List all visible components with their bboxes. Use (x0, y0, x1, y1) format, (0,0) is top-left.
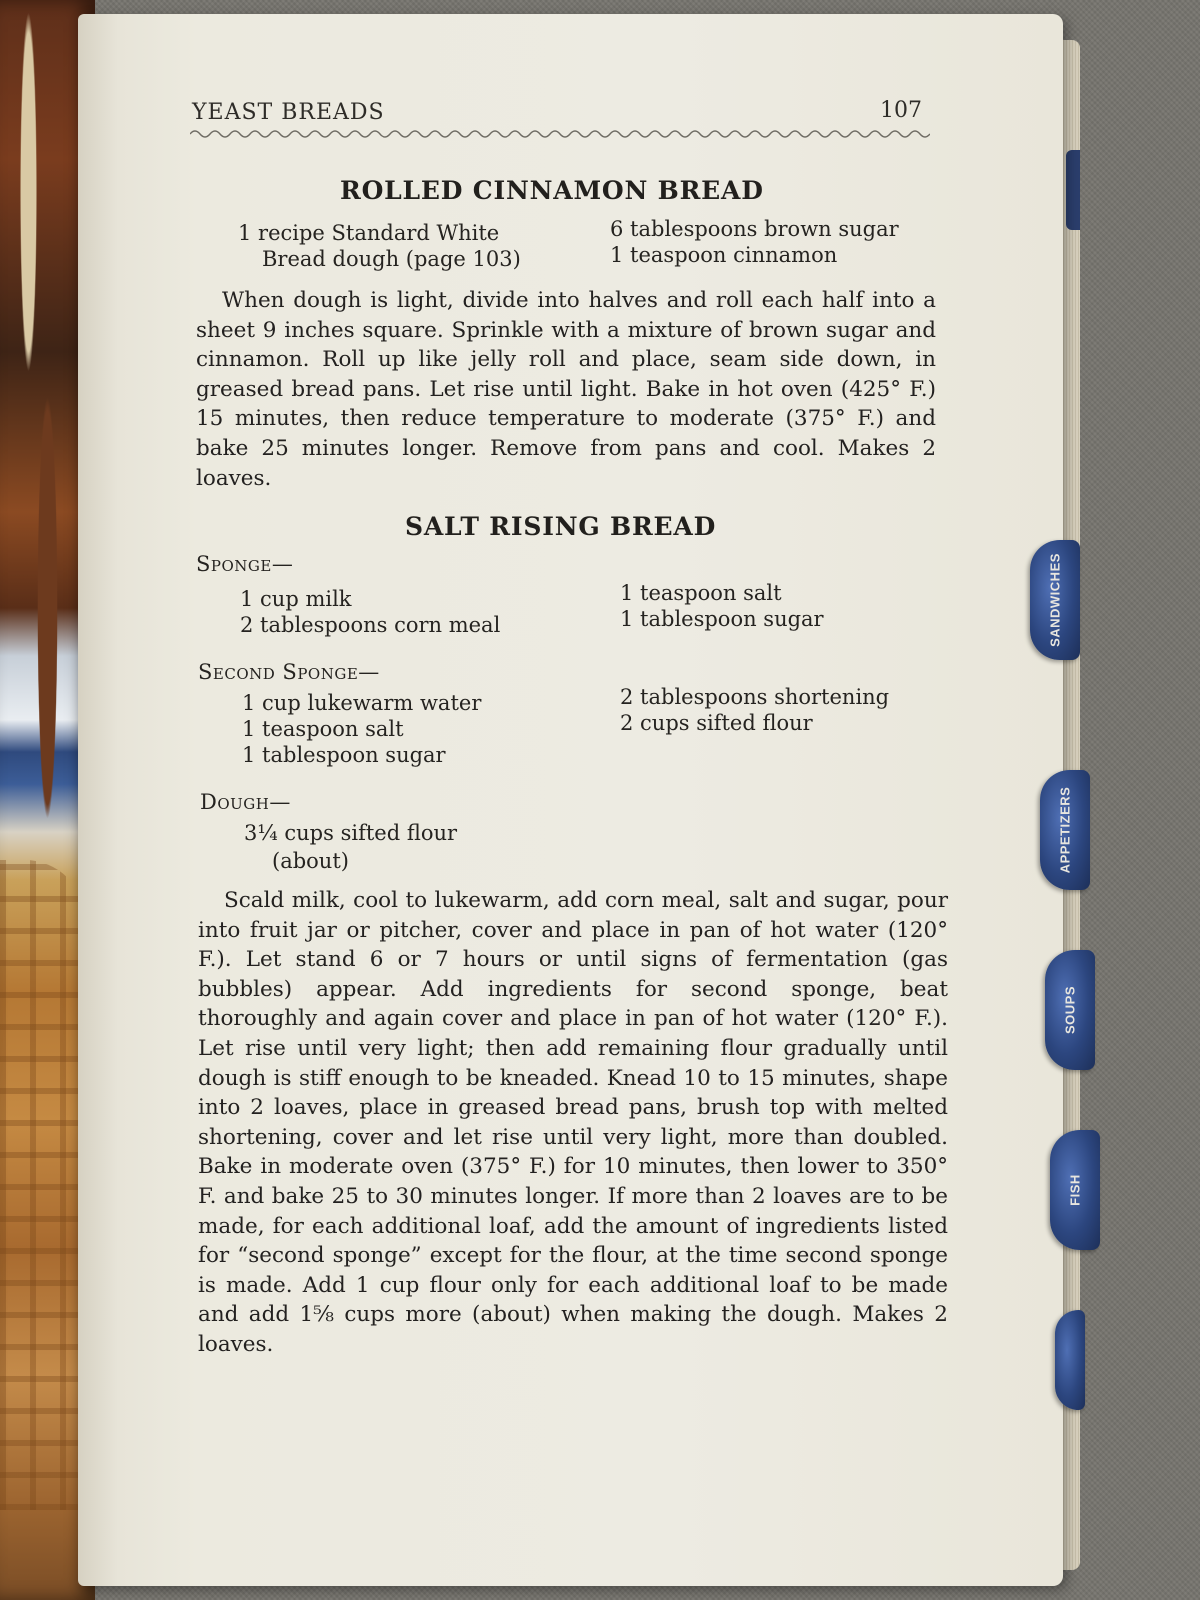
ingredient: 1 cup milk (240, 587, 352, 611)
page-number: 107 (880, 98, 922, 123)
ingredient: 1 teaspoon salt (242, 717, 404, 741)
index-tab-appetizers[interactable] (1040, 770, 1090, 890)
ingredient: 6 tablespoons brown sugar (610, 217, 899, 241)
index-tab-fish[interactable] (1050, 1130, 1100, 1250)
recipe-method-rolled-cinnamon: When dough is light, divide into halves and roll each half into a sheet 9 inches square. Sprinkle with a mixture of brown sugar and cinnamon. Roll up like jelly roll and place, seam side down, in greased bread pans. Let rise until light. Bake in hot oven (425° F.) 15 minutes, then reduce temperature to moderate (375° F.) and bake 25 minutes longer. Remove from pans and cool. Makes 2 loaves. (196, 288, 936, 491)
ingredient: 3¼ cups sifted flour (244, 821, 458, 845)
tab-label: SANDWICHES (1047, 553, 1063, 647)
ingredient: 1 teaspoon cinnamon (610, 243, 838, 267)
ingredient: 2 cups sifted flour (620, 711, 813, 735)
waffle-illustration (0, 860, 85, 1510)
index-tab-partial (1066, 150, 1080, 230)
recipe-title-rolled-cinnamon: ROLLED CINNAMON BREAD (340, 176, 764, 205)
ingredient: Bread dough (page 103) (262, 247, 521, 271)
tab-label: APPETIZERS (1057, 786, 1073, 874)
recipe-method-salt-rising: Scald milk, cool to lukewarm, add corn meal, salt and sugar, pour into fruit jar or pitcher, cover and place in pan of hot water (120° F.). Let stand 6 or 7 hours or until signs of fermentation (gas bubbles) appear. Add ingredients for second sponge, beat thoroughly and again cover and place in pan of hot water (120° F.). Let rise until very light; then add remaining flour gradually until dough is stiff enough to be kneaded. Knead 10 to 15 minutes, shape into 2 loaves, place in greased bread pans, brush top with melted shortening, cover and let rise until very light, more than doubled. Bake in moderate oven (375° F.) for 10 minutes, then lower to 350° F. and bake 25 to 30 minutes longer. If more than 2 loaves are to be made, for each additional loaf, add the amount of ingredients listed for “second sponge” except for the flour, at the time second sponge is made. Add 1 cup flour only for each additional loaf to be made and add 1⅝ cups more (about) when making the dough. Makes 2 loaves. (198, 888, 948, 1357)
section-label-dough: Dough— (200, 790, 291, 814)
wavy-rule (190, 124, 930, 140)
ingredient: 2 tablespoons shortening (620, 685, 890, 709)
ingredient: 1 tablespoon sugar (620, 607, 824, 631)
ingredient: 1 tablespoon sugar (242, 743, 446, 767)
section-label-sponge: Sponge— (196, 552, 294, 576)
running-head: YEAST BREADS (192, 100, 385, 125)
ingredient: 2 tablespoons corn meal (240, 613, 501, 637)
tab-label: SOUPS (1062, 985, 1078, 1035)
ingredient: 1 cup lukewarm water (242, 691, 482, 715)
index-tab-soups[interactable] (1045, 950, 1095, 1070)
ingredient: (about) (272, 849, 349, 873)
ingredient: 1 teaspoon salt (620, 581, 782, 605)
index-tab-sandwiches[interactable] (1030, 540, 1080, 660)
ingredient: 1 recipe Standard White (238, 221, 500, 245)
tab-label: FISH (1067, 1174, 1083, 1206)
section-label-second-sponge: Second Sponge— (198, 660, 380, 684)
recipe-title-salt-rising: SALT RISING BREAD (405, 512, 717, 541)
index-tab-partial-bottom[interactable] (1055, 1310, 1085, 1410)
